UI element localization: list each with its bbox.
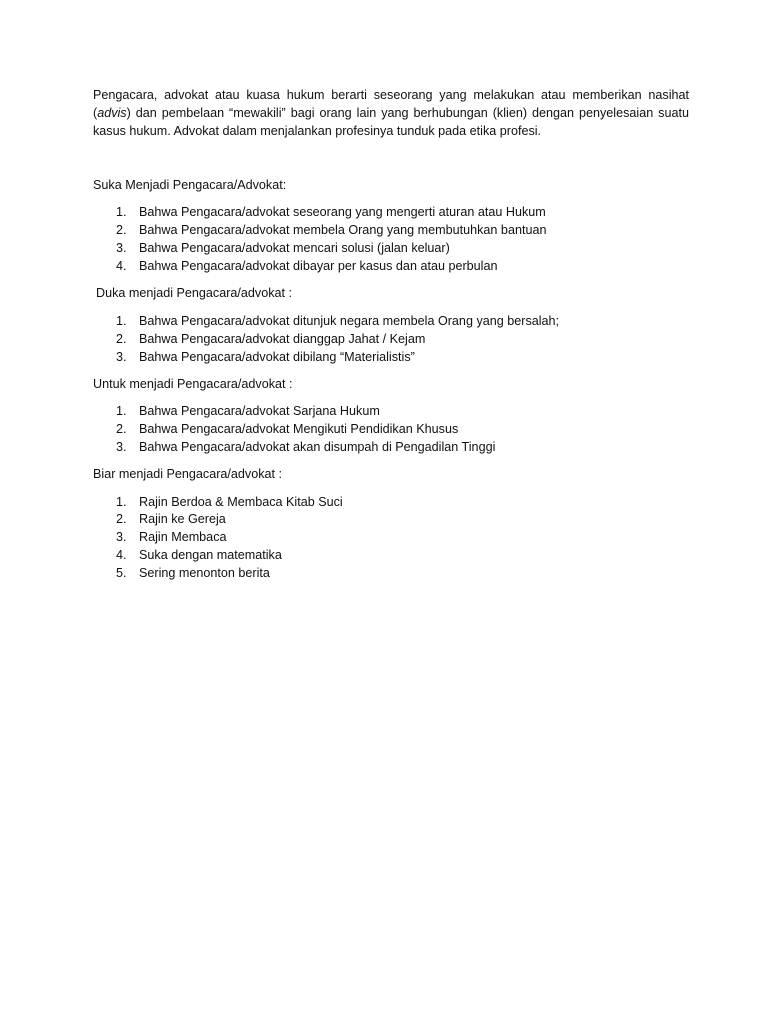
list-number: 3.	[116, 240, 127, 255]
document-page	[93, 87, 689, 583]
section-duka	[93, 285, 689, 366]
list-item-text: Bahwa Pengacara/advokat dibayar per kasus dan atau perbulan	[139, 258, 498, 273]
list-item-text: Bahwa Pengacara/advokat akan disumpah di Pengadilan Tinggi	[139, 439, 496, 454]
list-item-text: Suka dengan matematika	[139, 547, 282, 562]
numbered-list	[93, 204, 689, 275]
list-number: 5.	[116, 565, 127, 580]
list-item	[93, 565, 689, 583]
list-item	[93, 439, 689, 457]
list-item	[93, 258, 689, 276]
list-item-text: Bahwa Pengacara/advokat seseorang yang mengerti aturan atau Hukum	[139, 205, 546, 220]
list-number: 1.	[116, 404, 127, 419]
section-untuk	[93, 376, 689, 457]
list-item	[93, 204, 689, 222]
list-number: 4.	[116, 547, 127, 562]
section-title: Untuk menjadi Pengacara/advokat :	[93, 376, 293, 391]
intro-italic-term: advis	[97, 105, 127, 120]
list-item	[93, 313, 689, 331]
list-item	[93, 494, 689, 512]
list-item	[93, 529, 689, 547]
list-item-text: Bahwa Pengacara/advokat mencari solusi (jalan keluar)	[139, 240, 450, 255]
list-item	[93, 547, 689, 565]
intro-paragraph	[93, 87, 689, 140]
list-item-text: Rajin Berdoa & Membaca Kitab Suci	[139, 494, 343, 509]
list-item-text: Bahwa Pengacara/advokat Sarjana Hukum	[139, 404, 380, 419]
list-number: 2.	[116, 512, 127, 527]
numbered-list	[93, 313, 689, 366]
list-number: 2.	[116, 422, 127, 437]
list-item-text: Bahwa Pengacara/advokat ditunjuk negara membela Orang yang bersalah;	[139, 314, 560, 329]
list-number: 1.	[116, 314, 127, 329]
list-item-text: Sering menonton berita	[139, 565, 270, 580]
section-title: Duka menjadi Pengacara/advokat :	[96, 286, 293, 301]
list-item-text: Bahwa Pengacara/advokat dianggap Jahat / Kejam	[139, 331, 426, 346]
list-item	[93, 240, 689, 258]
list-number: 3.	[116, 530, 127, 545]
list-item	[93, 403, 689, 421]
numbered-list	[93, 494, 689, 583]
list-item-text: Rajin Membaca	[139, 530, 227, 545]
list-number: 3.	[116, 349, 127, 364]
list-item-text: Rajin ke Gereja	[139, 512, 226, 527]
list-item	[93, 222, 689, 240]
list-item	[93, 511, 689, 529]
section-biar	[93, 466, 689, 583]
list-item	[93, 349, 689, 367]
list-number: 1.	[116, 494, 127, 509]
list-number: 2.	[116, 222, 127, 237]
list-number: 4.	[116, 258, 127, 273]
section-title: Biar menjadi Pengacara/advokat :	[93, 466, 283, 481]
list-item	[93, 421, 689, 439]
list-number: 2.	[116, 331, 127, 346]
intro-text-part2: ) dan pembelaan “mewakili” bagi orang lain yang berhubungan (klien) dengan penyelesaian suatu kasus hukum. Advokat dalam menjalankan profesinya tunduk pada etika profesi.	[93, 105, 689, 138]
list-item-text: Bahwa Pengacara/advokat dibilang “Materialistis”	[139, 349, 415, 364]
list-item-text: Bahwa Pengacara/advokat membela Orang yang membutuhkan bantuan	[139, 222, 547, 237]
intro-text-part1: Pengacara, advokat atau kuasa hukum berarti seseorang yang melakukan atau memberikan nasihat (	[93, 88, 689, 120]
list-number: 3.	[116, 439, 127, 454]
numbered-list	[93, 403, 689, 456]
list-item	[93, 331, 689, 349]
list-item-text: Bahwa Pengacara/advokat Mengikuti Pendidikan Khusus	[139, 422, 459, 437]
list-number: 1.	[116, 205, 127, 220]
section-title: Suka Menjadi Pengacara/Advokat:	[93, 178, 287, 193]
section-suka	[93, 177, 689, 275]
